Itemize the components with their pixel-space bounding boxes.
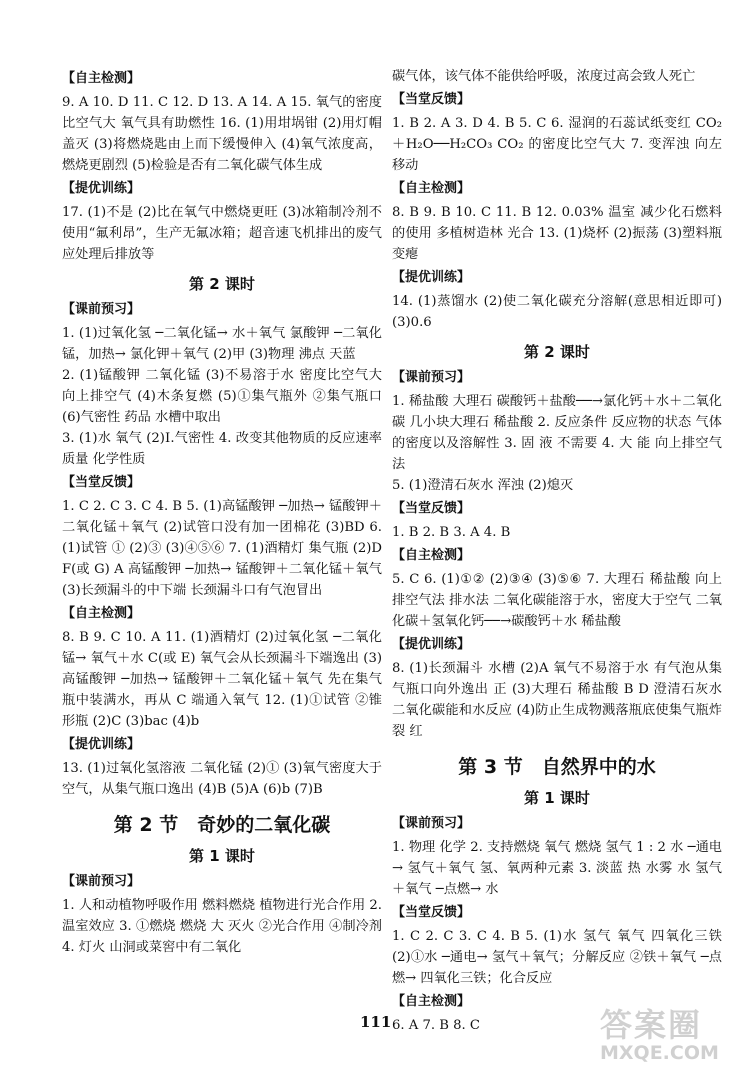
left-column xyxy=(62,66,382,958)
section-heading: 【自主检测】 xyxy=(392,181,471,196)
answer-paragraph: 1. B 2. B 3. A 4. B xyxy=(392,525,511,540)
section-heading: 【提优训练】 xyxy=(62,737,141,752)
watermark-logo xyxy=(600,1000,740,1070)
answer-paragraph: 1. B 2. A 3. D 4. B 5. C 6. 湿润的石蕊试纸变红 CO₂＋H₂O──H₂CO₃ CO₂ 的密度比空气大 7. 变浑浊 向左移动 xyxy=(392,116,722,173)
lesson-title: 第 1 课时 xyxy=(524,789,590,807)
answer-paragraph: 1. 物理 化学 2. 支持燃烧 氧气 燃烧 氢气 1 : 2 水 ─通电→ 氢气＋氧气 氢、氧两种元素 3. 淡蓝 热 水雾 水 氢气＋氧气 ─点燃→ 水 xyxy=(392,840,722,897)
answer-paragraph: 碳气体，该气体不能供给呼吸，浓度过高会致人死亡 xyxy=(392,69,696,84)
answer-paragraph: 1. C 2. C 3. C 4. B 5. (1)高锰酸钾 ─加热→ 锰酸钾＋二氧化锰＋氧气 (2)试管口没有加一团棉花 (3)BD 6. (1)试管 ① (2)③ (3)④⑤⑥ 7. (1)酒精灯 集气瓶 (2)D F(或 G) A 高锰酸钾 ─加热→ 锰酸钾＋二氧化锰＋氧气 (3)长颈漏斗的中下端 长颈漏斗口有气泡冒出 xyxy=(62,499,382,598)
answer-paragraph: 5. C 6. (1)①② (2)③④ (3)⑤⑥ 7. 大理石 稀盐酸 向上排空气法 排水法 二氧化碳能溶于水，密度大于空气 二氧化碳＋氢氧化钙──→碳酸钙＋水 稀盐酸 xyxy=(392,572,722,629)
section-heading: 【课前预习】 xyxy=(392,370,471,385)
answer-paragraph: 8. B 9. B 10. C 11. B 12. 0.03% 温室 减少化石燃料的使用 多植树造林 光合 13. (1)烧杯 (2)振荡 (3)塑料瓶变瘪 xyxy=(392,205,722,262)
answer-paragraph: 1. C 2. C 3. C 4. B 5. (1)水 氢气 氧气 四氧化三铁 (2)①水 ─通电→ 氢气＋氧气；分解反应 ②铁＋氧气 ─点燃→ 四氧化三铁；化合反应 xyxy=(392,929,722,986)
watermark-url: MXQE.COM xyxy=(600,1042,719,1064)
answer-paragraph: 1. (1)过氧化氢 ─二氧化锰→ 水＋氧气 氯酸钾 ─二氧化锰，加热→ 氯化钾＋氧气 (2)甲 (3)物理 沸点 天蓝 xyxy=(62,326,382,362)
section-title: 第 3 节 自然界中的水 xyxy=(458,756,656,778)
section-heading: 【当堂反馈】 xyxy=(392,92,471,107)
lesson-title: 第 1 课时 xyxy=(189,847,255,865)
answer-paragraph: 6. A 7. B 8. C xyxy=(392,1018,481,1033)
answer-paragraph: 2. (1)锰酸钾 二氧化锰 (3)不易溶于水 密度比空气大 向上排空气 (4)木条复燃 (5)①集气瓶外 ②集气瓶口 (6)气密性 药品 水槽中取出 xyxy=(62,368,382,425)
answer-paragraph: 13. (1)过氧化氢溶液 二氧化锰 (2)① (3)氧气密度大于空气，从集气瓶口逸出 (4)B (5)A (6)b (7)B xyxy=(62,761,382,797)
watermark-text: 答案圈 xyxy=(600,1006,703,1044)
answer-paragraph: 17. (1)不是 (2)比在氧气中燃烧更旺 (3)冰箱制冷剂不使用“氟利昂”，生产无氟冰箱；超音速飞机排出的废气应处理后排放等 xyxy=(62,205,382,262)
section-heading: 【自主检测】 xyxy=(392,994,471,1009)
answer-paragraph: 1. 稀盐酸 大理石 碳酸钙＋盐酸──→氯化钙＋水＋二氧化碳 几小块大理石 稀盐酸 2. 反应条件 反应物的状态 气体的密度以及溶解性 3. 固 液 不需要 4. 大 能 向上排空气法 xyxy=(392,394,722,472)
section-heading: 【自主检测】 xyxy=(62,606,141,621)
section-title: 第 2 节 奇妙的二氧化碳 xyxy=(113,814,331,836)
section-heading: 【当堂反馈】 xyxy=(392,905,471,920)
section-heading: 【自主检测】 xyxy=(62,71,141,86)
answer-paragraph: 3. (1)水 氧气 (2)Ⅰ.气密性 4. 改变其他物质的反应速率 质量 化学性质 xyxy=(62,431,382,467)
answer-paragraph: 1. 人和动植物呼吸作用 燃料燃烧 植物进行光合作用 2. 温室效应 3. ①燃烧 燃烧 大 灭火 ②光合作用 ④制冷剂 4. 灯火 山洞或菜窖中有二氧化 xyxy=(62,898,382,955)
answer-paragraph: 9. A 10. D 11. C 12. D 13. A 14. A 15. 氧气的密度比空气大 氧气具有助燃性 16. (1)用坩埚钳 (2)用灯帽盖灭 (3)将燃烧匙由上而下缓慢伸入 (4)氧气浓度高，燃烧更剧烈 (5)检验是否有二氧化碳气体生成 xyxy=(62,95,382,173)
section-heading: 【当堂反馈】 xyxy=(62,475,141,490)
lesson-title: 第 2 课时 xyxy=(524,343,590,361)
section-heading: 【当堂反馈】 xyxy=(392,501,471,516)
answer-paragraph: 14. (1)蒸馏水 (2)使二氧化碳充分溶解(意思相近即可) (3)0.6 xyxy=(392,294,722,330)
section-heading: 【提优训练】 xyxy=(62,181,141,196)
lesson-title: 第 2 课时 xyxy=(189,275,255,293)
section-heading: 【提优训练】 xyxy=(392,637,471,652)
section-heading: 【课前预习】 xyxy=(62,874,141,889)
page-number: 111 xyxy=(360,1013,392,1031)
section-heading: 【课前预习】 xyxy=(392,816,471,831)
section-heading: 【提优训练】 xyxy=(392,270,471,285)
answer-paragraph: 8. (1)长颈漏斗 水槽 (2)A 氧气不易溶于水 有气泡从集气瓶口向外逸出 正 (3)大理石 稀盐酸 B D 澄清石灰水 二氧化碳能和水反应 (4)防止生成物溅落瓶底使集气瓶炸裂 红 xyxy=(392,661,722,739)
section-heading: 【自主检测】 xyxy=(392,548,471,563)
answer-paragraph: 5. (1)澄清石灰水 浑浊 (2)熄灭 xyxy=(392,478,574,493)
answer-paragraph: 8. B 9. C 10. A 11. (1)酒精灯 (2)过氧化氢 ─二氧化锰→ 氧气＋水 C(或 E) 氧气会从长颈漏斗下端逸出 (3)高锰酸钾 ─加热→ 锰酸钾＋二氧化锰＋氧气 先在集气瓶中装满水，再从 C 端通入氧气 12. (1)①试管 ②锥形瓶 (2)C (3)bac (4)b xyxy=(62,630,382,729)
right-column xyxy=(392,66,722,1036)
section-heading: 【课前预习】 xyxy=(62,302,141,317)
